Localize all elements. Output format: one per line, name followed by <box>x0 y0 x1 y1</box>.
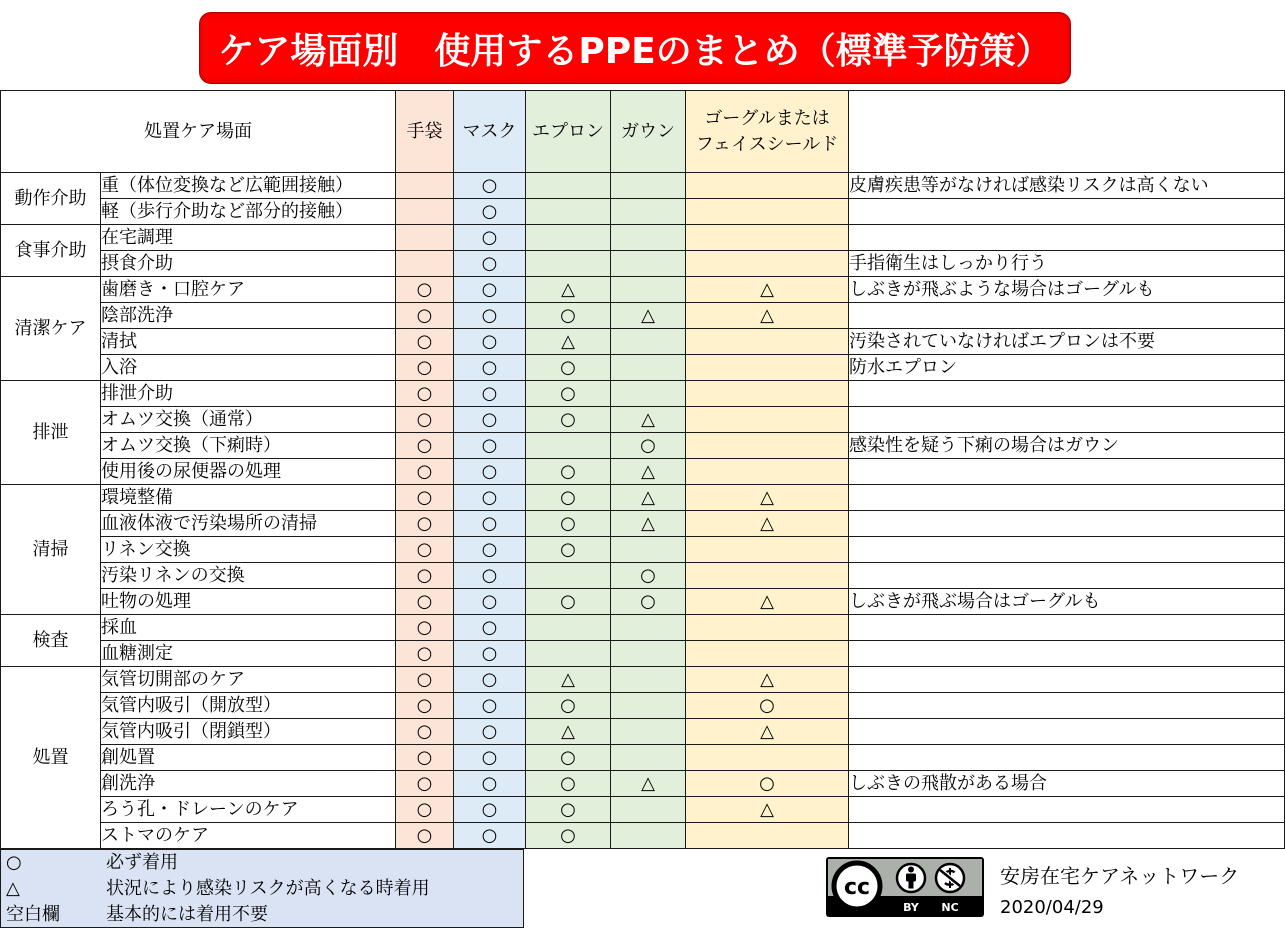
apron-mark-cell: ○ <box>526 381 611 407</box>
gloves-mark-cell: ○ <box>396 511 454 537</box>
note-cell <box>849 641 1285 667</box>
gown-mark-cell <box>611 719 686 745</box>
note-cell: しぶきの飛散がある場合 <box>849 771 1285 797</box>
mask-mark-cell: ○ <box>454 537 526 563</box>
apron-mark-cell: ○ <box>526 589 611 615</box>
gown-mark-cell <box>611 355 686 381</box>
goggles-mark-cell: ○ <box>686 771 849 797</box>
care-scene-cell: ストマのケア <box>101 823 396 849</box>
apron-mark-cell <box>526 173 611 199</box>
care-scene-cell: 気管内吸引（閉鎖型） <box>101 719 396 745</box>
table-row <box>1 667 1285 693</box>
gloves-mark-cell: ○ <box>396 771 454 797</box>
gloves-mark-cell <box>396 251 454 277</box>
table-row <box>1 693 1285 719</box>
care-scene-cell: ろう孔・ドレーンのケア <box>101 797 396 823</box>
gown-mark-cell: ○ <box>611 589 686 615</box>
mask-mark-cell: ○ <box>454 277 526 303</box>
gown-mark-cell: △ <box>611 511 686 537</box>
table-row <box>1 641 1285 667</box>
legend-row <box>1 902 523 928</box>
mask-header: マスク <box>454 91 526 173</box>
gloves-mark-cell <box>396 199 454 225</box>
apron-mark-cell: △ <box>526 277 611 303</box>
gown-header: ガウン <box>611 91 686 173</box>
category-cell: 検査 <box>1 615 101 667</box>
apron-mark-cell: △ <box>526 667 611 693</box>
apron-mark-cell: ○ <box>526 303 611 329</box>
goggles-mark-cell: △ <box>686 589 849 615</box>
gown-mark-cell <box>611 615 686 641</box>
table-row <box>1 589 1285 615</box>
note-cell <box>849 303 1285 329</box>
goggles-mark-cell <box>686 433 849 459</box>
goggles-header-line: ゴーグルまたは <box>704 107 830 129</box>
gloves-mark-cell: ○ <box>396 797 454 823</box>
goggles-mark-cell <box>686 225 849 251</box>
note-cell: 感染性を疑う下痢の場合はガウン <box>849 433 1285 459</box>
category-cell: 排泄 <box>1 381 101 485</box>
care-scene-cell: 血液体液で汚染場所の清掃 <box>101 511 396 537</box>
mask-mark-cell: ○ <box>454 407 526 433</box>
note-cell <box>849 745 1285 771</box>
note-cell: 手指衛生はしっかり行う <box>849 251 1285 277</box>
care-scene-cell: 血糖測定 <box>101 641 396 667</box>
goggles-mark-cell <box>686 355 849 381</box>
cc-by-nc-license-badge <box>826 857 984 917</box>
category-cell: 清潔ケア <box>1 277 101 381</box>
table-row <box>1 797 1285 823</box>
mask-mark-cell: ○ <box>454 381 526 407</box>
gown-mark-cell: △ <box>611 407 686 433</box>
table-row <box>1 563 1285 589</box>
title-banner <box>199 12 1071 84</box>
apron-header: エプロン <box>526 91 611 173</box>
goggles-mark-cell <box>686 173 849 199</box>
gown-mark-cell <box>611 329 686 355</box>
mask-mark-cell: ○ <box>454 199 526 225</box>
organization-name: 安房在宅ケアネットワーク <box>1000 864 1240 888</box>
apron-mark-cell <box>526 251 611 277</box>
care-scene-cell: 在宅調理 <box>101 225 396 251</box>
cc-icon-letters: cc <box>843 875 871 900</box>
goggles-mark-cell <box>686 407 849 433</box>
apron-mark-cell: ○ <box>526 537 611 563</box>
gown-mark-cell <box>611 251 686 277</box>
category-cell: 食事介助 <box>1 225 101 277</box>
category-cell: 清掃 <box>1 485 101 615</box>
care-scene-cell: 汚染リネンの交換 <box>101 563 396 589</box>
table-row <box>1 823 1285 849</box>
gown-mark-cell: ○ <box>611 433 686 459</box>
note-cell <box>849 563 1285 589</box>
category-cell: 処置 <box>1 667 101 849</box>
gloves-mark-cell: ○ <box>396 745 454 771</box>
gloves-mark-cell: ○ <box>396 329 454 355</box>
by-attribution-icon <box>897 864 925 892</box>
mask-mark-cell: ○ <box>454 225 526 251</box>
table-row <box>1 433 1285 459</box>
legend-symbol: ○ <box>6 852 22 873</box>
goggles-mark-cell <box>686 745 849 771</box>
care-scene-cell: オムツ交換（下痢時） <box>101 433 396 459</box>
gloves-mark-cell: ○ <box>396 459 454 485</box>
note-cell <box>849 199 1285 225</box>
badge-label-by: BY <box>903 901 919 914</box>
apron-mark-cell: △ <box>526 329 611 355</box>
gloves-mark-cell: ○ <box>396 823 454 849</box>
mask-mark-cell: ○ <box>454 251 526 277</box>
gloves-mark-cell: ○ <box>396 693 454 719</box>
apron-mark-cell <box>526 641 611 667</box>
gloves-mark-cell <box>396 225 454 251</box>
mask-mark-cell: ○ <box>454 511 526 537</box>
legend-meaning: 必ず着用 <box>106 852 178 873</box>
care-scene-header: 処置ケア場面 <box>1 91 396 173</box>
care-scene-cell: 吐物の処理 <box>101 589 396 615</box>
care-scene-cell: 創洗浄 <box>101 771 396 797</box>
notes-header <box>849 91 1285 173</box>
care-scene-cell: 環境整備 <box>101 485 396 511</box>
note-cell <box>849 225 1285 251</box>
table-row <box>1 303 1285 329</box>
gown-mark-cell <box>611 745 686 771</box>
legend-box <box>0 849 524 928</box>
gown-mark-cell <box>611 823 686 849</box>
gloves-mark-cell: ○ <box>396 641 454 667</box>
table-row <box>1 199 1285 225</box>
table-row <box>1 251 1285 277</box>
table-row <box>1 485 1285 511</box>
apron-mark-cell: ○ <box>526 355 611 381</box>
apron-mark-cell: ○ <box>526 797 611 823</box>
gown-mark-cell: △ <box>611 771 686 797</box>
table-row <box>1 615 1285 641</box>
gloves-mark-cell: ○ <box>396 355 454 381</box>
gown-mark-cell <box>611 693 686 719</box>
apron-mark-cell: ○ <box>526 485 611 511</box>
note-cell <box>849 719 1285 745</box>
mask-mark-cell: ○ <box>454 173 526 199</box>
care-scene-cell: 気管内吸引（開放型） <box>101 693 396 719</box>
apron-mark-cell: ○ <box>526 745 611 771</box>
header-row <box>1 91 1285 173</box>
note-cell: しぶきが飛ぶような場合はゴーグルも <box>849 277 1285 303</box>
table-row <box>1 173 1285 199</box>
apron-mark-cell: △ <box>526 719 611 745</box>
mask-mark-cell: ○ <box>454 459 526 485</box>
gown-mark-cell <box>611 641 686 667</box>
table-body <box>1 173 1285 849</box>
goggles-mark-cell <box>686 537 849 563</box>
note-cell <box>849 511 1285 537</box>
table-row <box>1 719 1285 745</box>
care-scene-cell: 摂食介助 <box>101 251 396 277</box>
legend-meaning: 基本的には着用不要 <box>106 904 268 925</box>
gown-mark-cell <box>611 537 686 563</box>
goggles-mark-cell <box>686 641 849 667</box>
gown-mark-cell <box>611 173 686 199</box>
gown-mark-cell <box>611 277 686 303</box>
goggles-mark-cell: △ <box>686 797 849 823</box>
table-row <box>1 277 1285 303</box>
mask-mark-cell: ○ <box>454 667 526 693</box>
care-scene-cell: 重（体位変換など広範囲接触） <box>101 173 396 199</box>
goggles-mark-cell: △ <box>686 667 849 693</box>
legend-row <box>1 850 523 876</box>
mask-mark-cell: ○ <box>454 693 526 719</box>
gloves-header: 手袋 <box>396 91 454 173</box>
note-cell <box>849 667 1285 693</box>
note-cell <box>849 615 1285 641</box>
cc-icon <box>834 863 880 909</box>
apron-mark-cell: ○ <box>526 823 611 849</box>
table-row <box>1 329 1285 355</box>
note-cell: 防水エプロン <box>849 355 1285 381</box>
gloves-mark-cell: ○ <box>396 589 454 615</box>
goggles-mark-cell <box>686 329 849 355</box>
gown-mark-cell <box>611 667 686 693</box>
gloves-mark-cell: ○ <box>396 485 454 511</box>
table-row <box>1 537 1285 563</box>
note-cell <box>849 459 1285 485</box>
gown-mark-cell: △ <box>611 303 686 329</box>
mask-mark-cell: ○ <box>454 433 526 459</box>
note-cell <box>849 381 1285 407</box>
nc-noncommercial-icon <box>936 864 964 892</box>
goggles-header <box>686 91 849 173</box>
gloves-mark-cell: ○ <box>396 667 454 693</box>
note-cell: しぶきが飛ぶ場合はゴーグルも <box>849 589 1285 615</box>
apron-mark-cell <box>526 615 611 641</box>
goggles-mark-cell <box>686 615 849 641</box>
care-scene-cell: 気管切開部のケア <box>101 667 396 693</box>
apron-mark-cell <box>526 563 611 589</box>
care-scene-cell: オムツ交換（通常） <box>101 407 396 433</box>
goggles-mark-cell <box>686 381 849 407</box>
gown-mark-cell <box>611 381 686 407</box>
publish-date: 2020/04/29 <box>1000 897 1104 918</box>
gloves-mark-cell: ○ <box>396 433 454 459</box>
care-scene-cell: 清拭 <box>101 329 396 355</box>
apron-mark-cell: ○ <box>526 511 611 537</box>
care-scene-cell: 採血 <box>101 615 396 641</box>
care-scene-cell: リネン交換 <box>101 537 396 563</box>
apron-mark-cell <box>526 199 611 225</box>
gown-mark-cell: △ <box>611 485 686 511</box>
gloves-mark-cell: ○ <box>396 719 454 745</box>
gloves-mark-cell: ○ <box>396 277 454 303</box>
goggles-mark-cell: △ <box>686 485 849 511</box>
goggles-mark-cell <box>686 199 849 225</box>
care-scene-cell: 歯磨き・口腔ケア <box>101 277 396 303</box>
gloves-mark-cell: ○ <box>396 615 454 641</box>
note-cell <box>849 485 1285 511</box>
note-cell: 皮膚疾患等がなければ感染リスクは高くない <box>849 173 1285 199</box>
table-row <box>1 381 1285 407</box>
goggles-mark-cell <box>686 823 849 849</box>
note-cell <box>849 693 1285 719</box>
legend-row <box>1 876 523 902</box>
ppe-table <box>0 90 1285 849</box>
table-row <box>1 511 1285 537</box>
apron-mark-cell: ○ <box>526 407 611 433</box>
category-cell: 動作介助 <box>1 173 101 225</box>
goggles-mark-cell: △ <box>686 277 849 303</box>
badge-label-nc: NC <box>941 901 959 914</box>
gown-mark-cell <box>611 199 686 225</box>
mask-mark-cell: ○ <box>454 303 526 329</box>
mask-mark-cell: ○ <box>454 823 526 849</box>
note-cell <box>849 537 1285 563</box>
note-cell <box>849 823 1285 849</box>
goggles-mark-cell <box>686 251 849 277</box>
apron-mark-cell: ○ <box>526 771 611 797</box>
goggles-mark-cell: △ <box>686 719 849 745</box>
note-cell <box>849 797 1285 823</box>
note-cell: 汚染されていなければエプロンは不要 <box>849 329 1285 355</box>
mask-mark-cell: ○ <box>454 485 526 511</box>
gloves-mark-cell: ○ <box>396 407 454 433</box>
mask-mark-cell: ○ <box>454 771 526 797</box>
mask-mark-cell: ○ <box>454 355 526 381</box>
legend-symbol: 空白欄 <box>6 904 60 925</box>
care-scene-cell: 入浴 <box>101 355 396 381</box>
table-row <box>1 355 1285 381</box>
apron-mark-cell: ○ <box>526 459 611 485</box>
gown-mark-cell <box>611 797 686 823</box>
gown-mark-cell: ○ <box>611 563 686 589</box>
goggles-mark-cell <box>686 459 849 485</box>
page-title: ケア場面別 使用するPPEのまとめ（標準予防策） <box>218 30 1052 72</box>
care-scene-cell: 軽（歩行介助など部分的接触） <box>101 199 396 225</box>
legend-symbol: △ <box>6 878 20 899</box>
mask-mark-cell: ○ <box>454 563 526 589</box>
gloves-mark-cell <box>396 173 454 199</box>
goggles-mark-cell: △ <box>686 511 849 537</box>
goggles-mark-cell: ○ <box>686 693 849 719</box>
gown-mark-cell: △ <box>611 459 686 485</box>
gloves-mark-cell: ○ <box>396 303 454 329</box>
mask-mark-cell: ○ <box>454 719 526 745</box>
mask-mark-cell: ○ <box>454 615 526 641</box>
gloves-mark-cell: ○ <box>396 537 454 563</box>
gloves-mark-cell: ○ <box>396 563 454 589</box>
table-row <box>1 407 1285 433</box>
mask-mark-cell: ○ <box>454 745 526 771</box>
goggles-mark-cell: △ <box>686 303 849 329</box>
mask-mark-cell: ○ <box>454 641 526 667</box>
care-scene-cell: 陰部洗浄 <box>101 303 396 329</box>
mask-mark-cell: ○ <box>454 797 526 823</box>
table-row <box>1 771 1285 797</box>
table-row <box>1 459 1285 485</box>
mask-mark-cell: ○ <box>454 589 526 615</box>
legend-meaning: 状況により感染リスクが高くなる時着用 <box>106 878 430 899</box>
goggles-mark-cell <box>686 563 849 589</box>
gloves-mark-cell: ○ <box>396 381 454 407</box>
care-scene-cell: 排泄介助 <box>101 381 396 407</box>
apron-mark-cell <box>526 433 611 459</box>
table-row <box>1 745 1285 771</box>
apron-mark-cell <box>526 225 611 251</box>
table-row <box>1 225 1285 251</box>
mask-mark-cell: ○ <box>454 329 526 355</box>
note-cell <box>849 407 1285 433</box>
apron-mark-cell: ○ <box>526 693 611 719</box>
gown-mark-cell <box>611 225 686 251</box>
care-scene-cell: 使用後の尿便器の処理 <box>101 459 396 485</box>
care-scene-cell: 創処置 <box>101 745 396 771</box>
goggles-header-line: フェイスシールド <box>695 133 839 155</box>
